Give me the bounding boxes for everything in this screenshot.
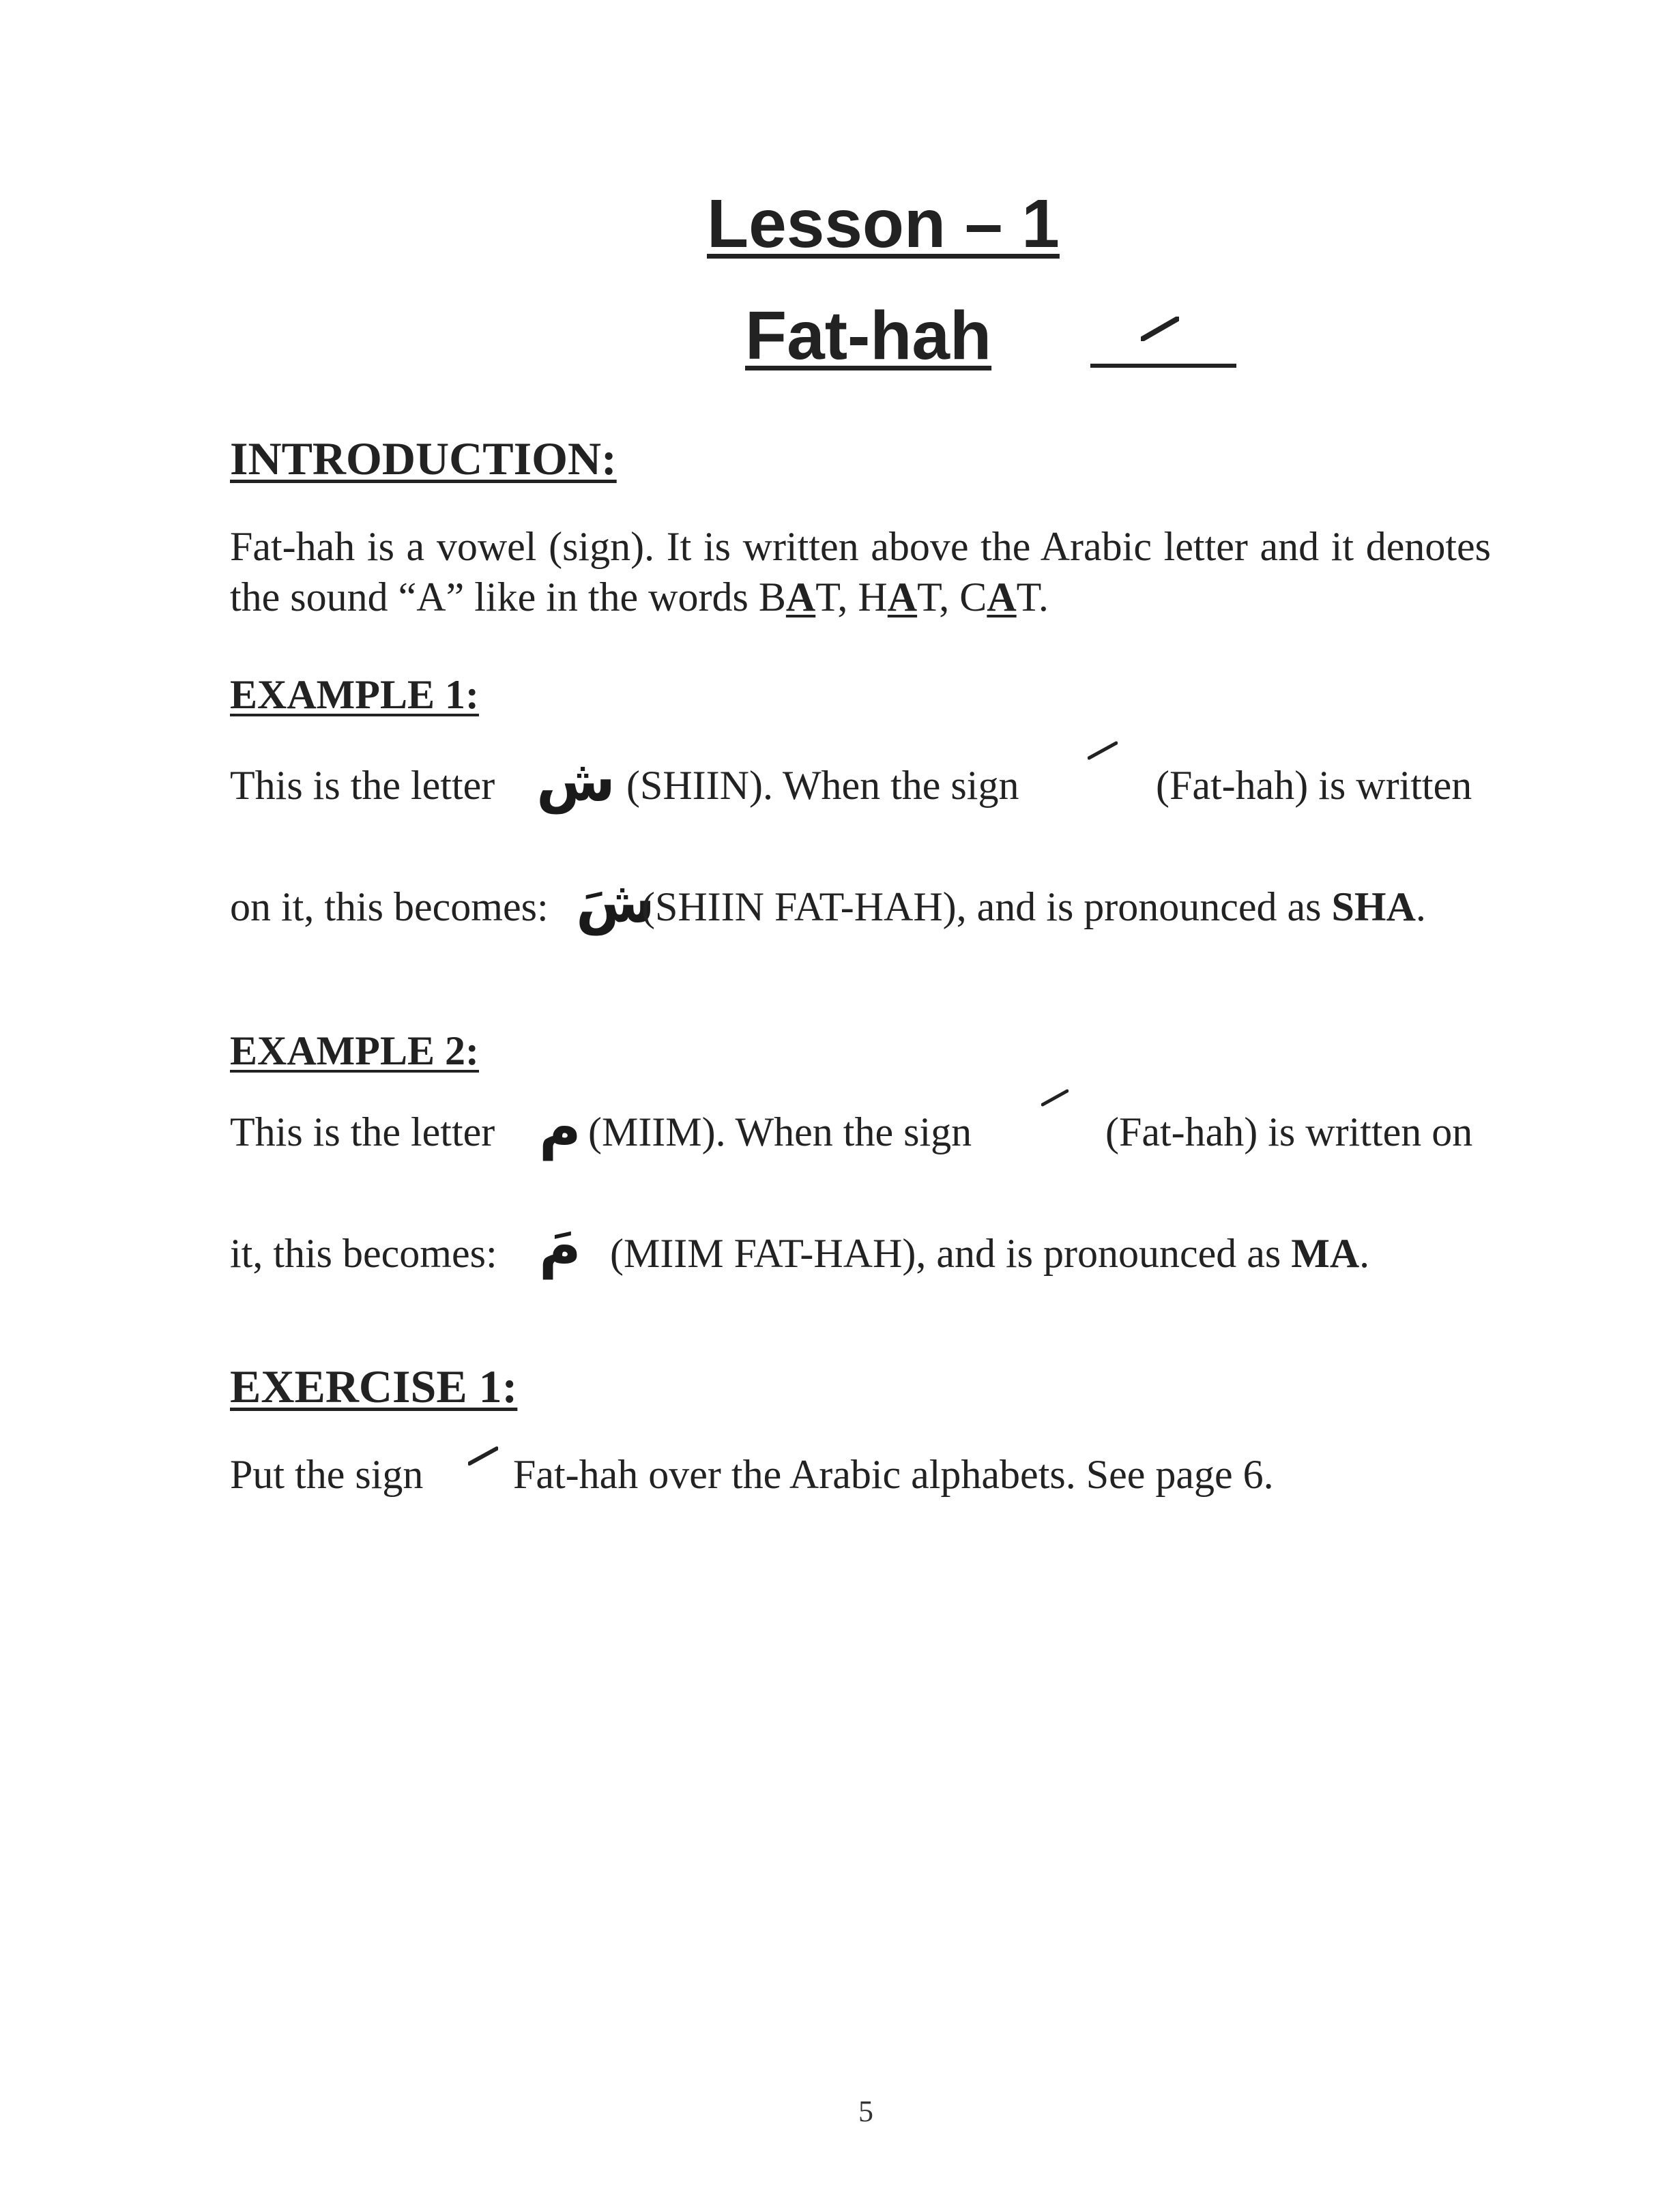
example2-heading: EXAMPLE 2: <box>230 1028 479 1073</box>
example2-line2-end: (MIIM FAT-HAH), and is pronounced as MA. <box>610 1231 1370 1276</box>
example2-letter-vowelled: مَ <box>539 1212 581 1279</box>
page-number: 5 <box>858 2095 873 2128</box>
exercise1-heading: EXERCISE 1: <box>230 1360 518 1412</box>
exercise1-text-end: Fat-hah over the Arabic alphabets. See page 6. <box>513 1452 1274 1497</box>
example2-line1-start: This is the letter <box>230 1109 495 1154</box>
lesson-title: Lesson – 1 <box>707 186 1060 262</box>
fathah-sign-icon <box>1041 1089 1069 1107</box>
fathah-sign-icon <box>1088 741 1118 760</box>
lesson-subtitle: Fat-hah <box>745 297 992 374</box>
example1-line1-middle: (SHIIN). When the sign <box>626 763 1019 808</box>
example2-line2-start: it, this becomes: <box>230 1231 497 1276</box>
example1-line1-end: (Fat-hah) is written <box>1156 763 1472 808</box>
exercise1-text-start: Put the sign <box>230 1452 424 1497</box>
introduction-text: Fat-hah is a vowel (sign). It is written above the Arabic letter and it denotes the sound “A” like in the words BAT, HAT, CAT. <box>230 524 1491 620</box>
example1-line1-start: This is the letter <box>230 763 495 808</box>
example1-letter: ش <box>536 747 615 814</box>
example1-letter-vowelled: شَ <box>576 869 655 935</box>
introduction-heading: INTRODUCTION: <box>230 433 617 484</box>
example2-line1-end: (Fat-hah) is written on <box>1105 1109 1473 1154</box>
title-sign-underline <box>1090 364 1236 368</box>
example1-heading: EXAMPLE 1: <box>230 672 479 717</box>
example2-line1-middle: (MIIM). When the sign <box>588 1109 972 1154</box>
example1-pronounced: SHA <box>1331 884 1416 929</box>
example1-line2-end: (SHIIN FAT-HAH), and is pronounced as SHA. <box>641 884 1426 929</box>
fathah-sign-icon <box>1141 317 1179 341</box>
example2-pronounced: MA <box>1291 1231 1360 1276</box>
example2-letter: م <box>539 1094 581 1161</box>
fathah-sign-icon <box>468 1446 498 1466</box>
example1-line2-start: on it, this becomes: <box>230 884 549 929</box>
